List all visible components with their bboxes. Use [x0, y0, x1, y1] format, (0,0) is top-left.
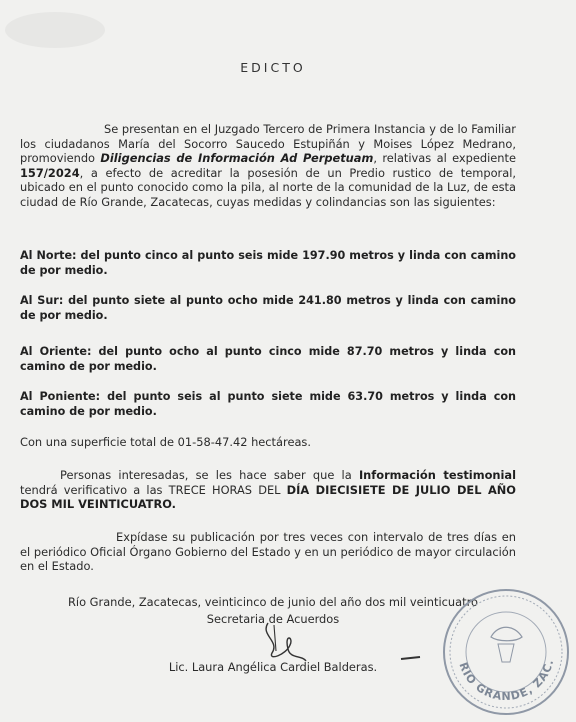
- notice-paragraph: [20, 468, 516, 512]
- case-number: 157/2024: [20, 165, 80, 180]
- boundary-south: Al Sur: del punto siete al punto ocho mide 241.80 metros y linda con camino de por medio.: [20, 294, 516, 322]
- boundary-west: Al Poniente: del punto seis al punto siete mide 63.70 metros y linda con camino de por medio.: [20, 390, 516, 418]
- publication-paragraph: Expídase su publicación por tres veces con intervalo de tres días en el periódico Oficial Órgano Gobierno del Estado y en un periódico de mayor circulación en el Estado.: [20, 530, 516, 574]
- notice-bold-1: Información testimonial: [358, 468, 516, 482]
- document-title: EDICTO: [240, 60, 306, 75]
- scan-smudge: [0, 0, 120, 60]
- boundary-east: Al Oriente: del punto ocho al punto cinco mide 87.70 metros y linda con camino de por medio.: [20, 345, 516, 373]
- boundary-north: Al Norte: del punto cinco al punto seis mide 197.90 metros y linda con camino de por medio.: [20, 249, 516, 277]
- hearing-date: DÍA DIECISIETE DE JULIO DEL AÑO DOS MIL VEINTICUATRO.: [20, 482, 516, 512]
- signatory-name: Lic. Laura Angélica Cardiel Balderas.: [168, 660, 378, 674]
- court-seal: [436, 582, 576, 722]
- notice-text-1: Personas interesadas, se les hace saber que la: [60, 468, 359, 482]
- intro-text-1: Se presentan en el Juzgado Tercero de Primera Instancia y de lo Familiar los ciudadanos María del Socorro Saucedo Estupiñán y Moises López Medrano, promoviendo: [20, 122, 516, 166]
- place-date: Río Grande, Zacatecas, veinticinco de junio del año dos mil veinticuatro: [68, 595, 478, 609]
- intro-paragraph: [20, 122, 516, 210]
- intro-text-3: , a efecto de acreditar la posesión de un Predio rustico de temporal, ubicado en el punto conocido como la pila, al norte de la comunidad de la Luz, de esta ciudad de Río Grande, Zacatecas, cuyas medidas y colindancias son las siguientes:: [20, 165, 516, 209]
- notice-text-2: tendrá verificativo a las TRECE HORAS DEL: [20, 482, 287, 497]
- intro-text-2: , relativas al expediente: [373, 151, 516, 166]
- seal-text: RIO GRANDE, ZAC.: [456, 657, 557, 704]
- surface-text: Con una superficie total de 01-58-47.42 hectáreas.: [20, 435, 311, 449]
- signatory-role: Secretaria de Acuerdos: [206, 612, 340, 626]
- dash-mark: [400, 653, 422, 663]
- procedure-name: Diligencias de Información Ad Perpetuam: [100, 151, 374, 166]
